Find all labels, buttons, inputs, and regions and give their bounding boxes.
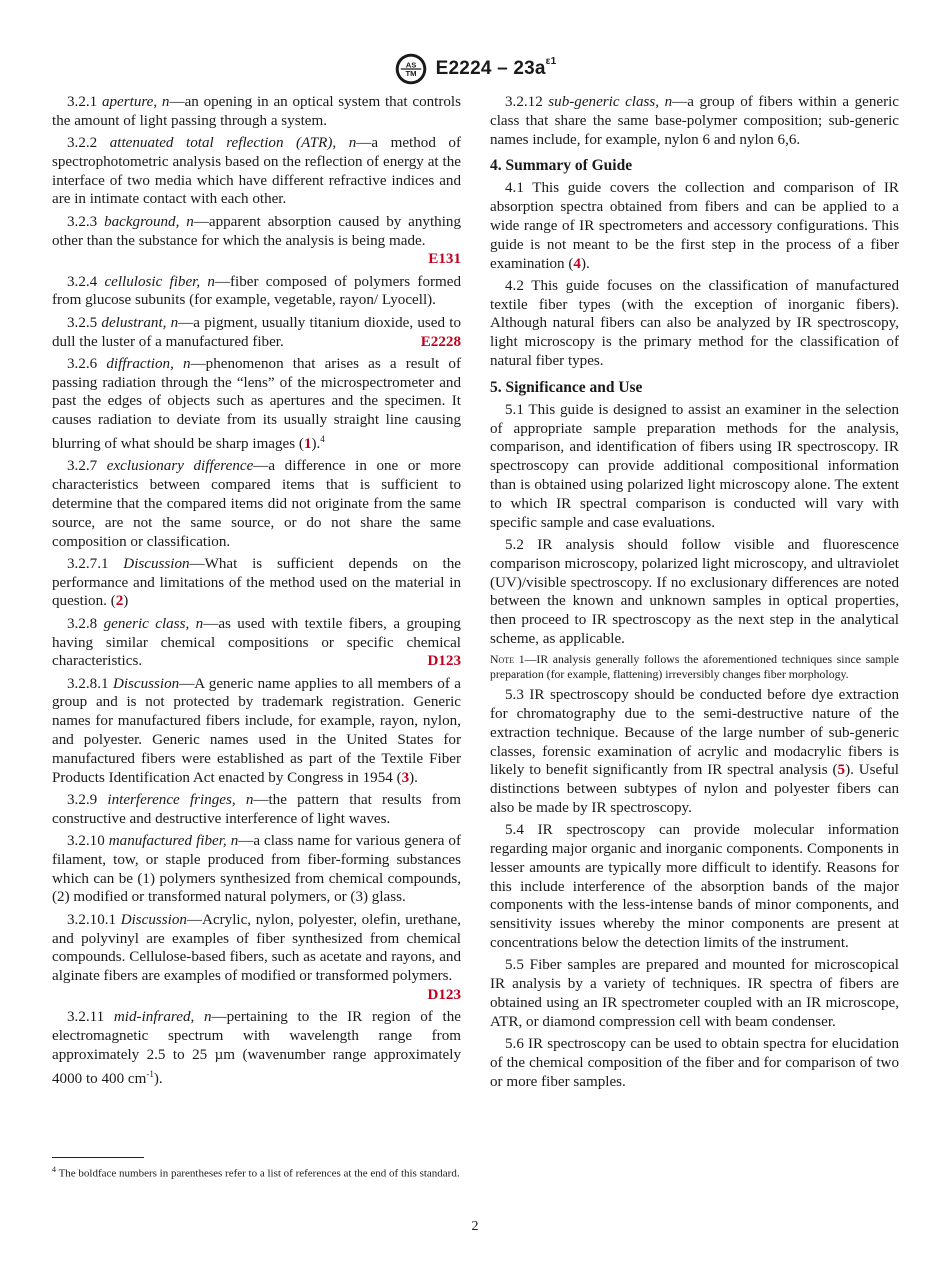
discussion-3-2-10-1: 3.2.10.1 Discussion—Acrylic, nylon, polyester, olefin, urethane, and polyvinyl are examples of fiber synthesized from chemical compounds. Cellulose-based fibers, such as acetate and rayons, and alginate fibers are examples of modified or transformed polymers. D123 (52, 911, 461, 1003)
page-number: 2 (471, 1219, 479, 1234)
definition-3-2-12: 3.2.12 sub-generic class, n—a group of fibers within a generic class that share the same base-polymer composition; sub-generic names include, for example, nylon 6 and nylon 6,6. (490, 94, 899, 148)
discussion-3-2-7-1: 3.2.7.1 Discussion—What is sufficient depends on the performance and limitations of the method used on the material in question. (2) (52, 555, 461, 610)
reference-link-5[interactable]: 5 (837, 762, 846, 779)
discussion-3-2-8-1: 3.2.8.1 Discussion—A generic name applies to all members of a group and is not protected by trademark registration. Generic names for manufactured fibers include, for example, rayon, nylon, and polyester. Generic names used in the United States for manufactured fibers were established as part of the Textile Fiber Products Identification Act enacted by Congress in 1954 (3). (52, 675, 461, 786)
reference-link-3[interactable]: 3 (401, 769, 410, 786)
definition-3-2-5: 3.2.5 delustrant, n—a pigment, usually titanium dioxide, used to dull the luster of a manufactured fiber. E2228 (52, 314, 461, 350)
paragraph-5-5: 5.5 Fiber samples are prepared and mounted for microscopical IR analysis by a variety of techniques. IR spectra of fibers are obtained using an IR spectrometer coupled with an IR microscope, ATR, or diamond compression cell with beam condenser. (490, 957, 899, 1030)
standard-link-d123-second[interactable]: D123 (427, 986, 461, 1003)
definition-3-2-2: 3.2.2 attenuated total reflection (ATR), n—a method of spectrophotometric analysis based on the reflection of energy at the interface of two media which have different refractive indices and are in intimate contact with each other. (52, 135, 462, 208)
left-column (52, 93, 461, 1092)
astm-logo-icon (394, 52, 428, 86)
reference-link-4[interactable]: 4 (573, 255, 581, 272)
paragraph-4-1: 4.1 This guide covers the collection and comparison of IR absorption spectra obtained from fibers and can be applied to a wide range of IR spectrometers and accessory configurations. This guide is not meant to be the first step in the process of a fiber examination (4). (490, 180, 899, 272)
footnote: $^4$ The boldface numbers in parentheses refer to a list of references at the end of this standard. (52, 1165, 460, 1180)
paragraph-4-2: 4.2 This guide focuses on the classification of manufactured textile fiber types (with the exception of inorganic fibers). Although natural fibers can also be analyzed by IR spectroscopy, light microscopy is the primary method for the classification of natural fiber types. (490, 277, 899, 370)
footnote-divider (52, 1157, 144, 1158)
paragraph-5-3: 5.3 IR spectroscopy should be conducted before dye extraction for chromatography due to the semi-destructive nature of the extraction technique. Because of the large number of sub-generic classes, forensic examination of acrylic and modacrylic fibers is likely to benefit significantly from IR spectral analysis (5). Useful distinctions between subtypes of nylon and polyester fibers can also be made by IR spectroscopy. (490, 687, 899, 816)
designation-superscript: ε1 (545, 55, 557, 67)
standard-link-e131[interactable]: E131 (428, 251, 461, 268)
definition-3-2-3: 3.2.3 background, n—apparent absorption caused by anything other than the substance for which the analysis is being made. E131 (52, 213, 461, 268)
paragraph-5-4: 5.4 IR spectroscopy can provide molecular information regarding major organic and inorganic components. Components in lesser amounts are typically more difficult to identify. Reasons for this include interference of the absorption bands of the major components with the less-intense bands of minor components, and sensitivity issues whereby the minor components are present at concentrations below the detection limits of the instrument. (490, 822, 899, 952)
definition-3-2-11: 3.2.11 mid-infrared, n—pertaining to the IR region of the electromagnetic spectrum with wavelength range from approximately 2.5 to 25 µm (wavenumber range approximately 4000 to 400 $cm^{-1}$). (52, 1009, 461, 1087)
standard-link-e2228[interactable]: E2228 (420, 333, 461, 350)
reference-link-2[interactable]: 2 (115, 593, 124, 610)
paragraph-5-2: 5.2 IR analysis should follow visible and fluorescence comparison microscopy, polarized light microscopy, and ultraviolet (UV)/visible spectroscopy. If no exclusionary differences are noted between the known and unknown samples in optical properties, then proceed to IR spectroscopy as the next step in the analytical scheme, as applicable. (490, 536, 899, 647)
definition-3-2-10: 3.2.10 manufactured fiber, n—a class name for various genera of filament, tow, or staple produced from fiber-forming substances which can be (1) polymers synthesized from chemical compounds, (2) modified or transformed natural polymers, or (3) glass. (52, 833, 462, 906)
right-column (490, 93, 899, 1095)
definition-3-2-8: 3.2.8 generic class, n—as used with textile fibers, a grouping having similar chemical compositions or specific chemical characteristics. D123 (52, 615, 461, 670)
footnote-mark[interactable]: 4 (320, 434, 325, 445)
paragraph-5-1: 5.1 This guide is designed to assist an examiner in the selection of appropriate sample preparation methods for the analysis, comparison, and identification of fibers using IR spectroscopy. IR spectroscopy can provide additional compositional information than is obtained using polarized light microscopy alone. The extent to which IR spectral comparison is conducted will vary with specific sample and case evaluations. (490, 401, 899, 531)
page-header (0, 52, 950, 86)
section-5-heading: 5. Significance and Use (490, 378, 643, 396)
standard-link-d123[interactable]: D123 (427, 653, 461, 670)
definition-3-2-1: 3.2.1 aperture, n—an opening in an optical system that controls the amount of light passing through a system. (52, 94, 462, 129)
reference-link-1[interactable]: 1 (303, 436, 312, 453)
svg-text:TM: TM (405, 68, 417, 78)
definition-3-2-9: 3.2.9 interference fringes, n—the pattern that results from constructive and destructive interference of light waves. (52, 791, 461, 827)
paragraph-5-6: 5.6 IR spectroscopy can be used to obtain spectra for elucidation of the chemical composition of the fiber and for comparison of two or more fiber samples. (490, 1036, 899, 1090)
note-1: Note 1—IR analysis generally follows the aforementioned techniques since sample preparation (for example, flattening) irreversibly changes fiber morphology. (490, 652, 899, 682)
definition-3-2-7: 3.2.7 exclusionary difference—a difference in one or more characteristics between compared items that is sufficient to determine that the compared items did not originate from the same source, are not the same source, or do not share the same composition or classification. (52, 458, 462, 550)
definition-3-2-4: 3.2.4 cellulosic fiber, n—fiber composed of polymers formed from glucose subunits (for example, vegetable, rayon/ Lyocell). (52, 273, 462, 309)
section-4-heading: 4. Summary of Guide (490, 157, 633, 175)
document-designation: $E2224 - 23a^{\varepsilon 1}$ (435, 55, 557, 79)
svg-text:AS: AS (405, 60, 416, 70)
definition-3-2-6: 3.2.6 diffraction, n—phenomenon that arises as a result of passing radiation through the “lens” of the microspectrometer and past the edges of objects such as apertures and the specimen. It causes radiation to deviate from its usually straight line causing blurring of what should be sharp images (1).$^4$ (52, 355, 461, 453)
